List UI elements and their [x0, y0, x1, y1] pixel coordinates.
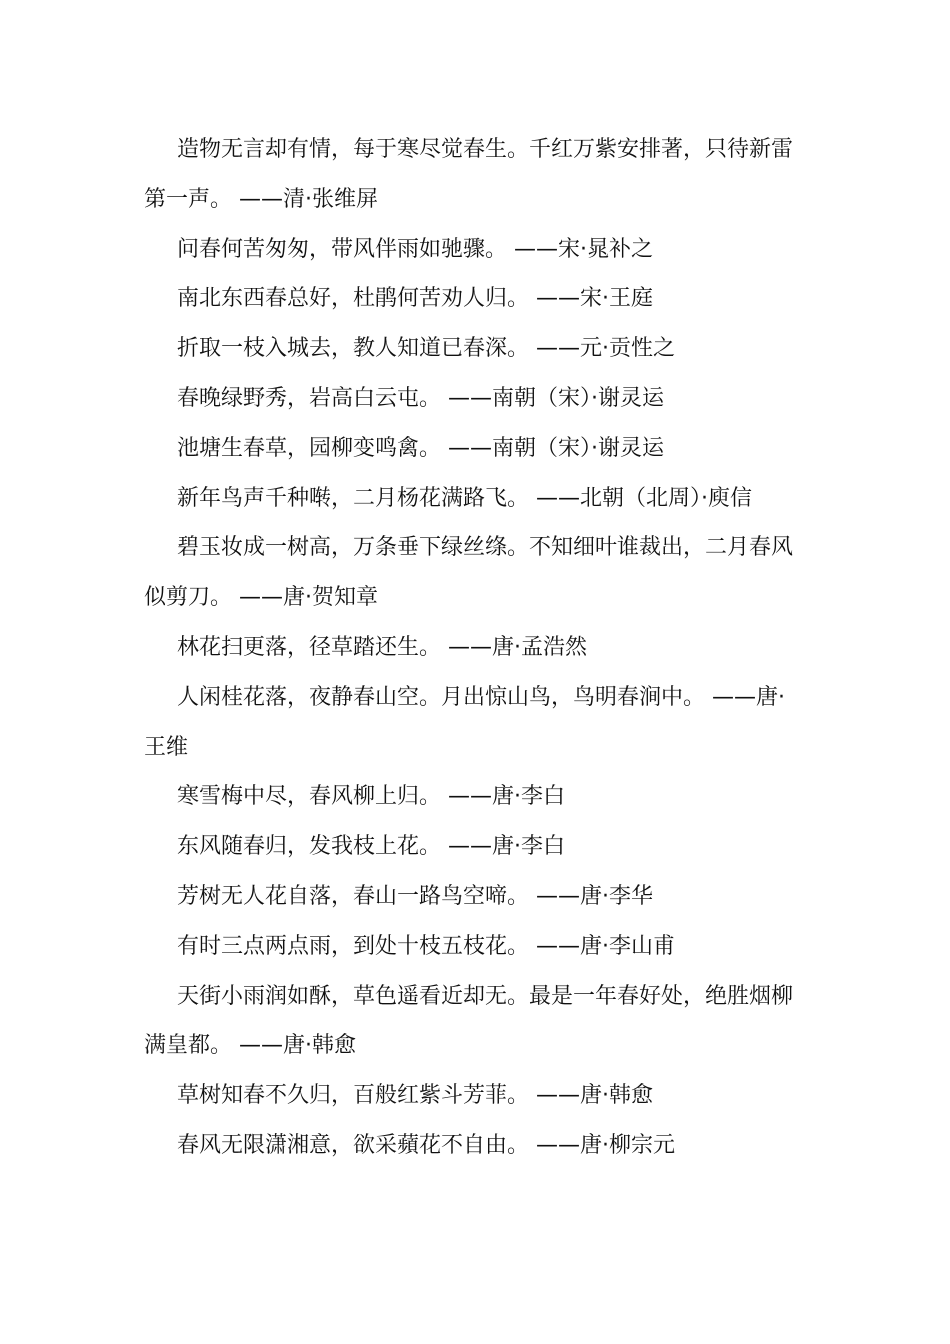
quote-paragraph: 人闲桂花落，夜静春山空。月出惊山鸟，鸟明春涧中。 ——唐·王维	[144, 684, 785, 760]
quote-paragraph: 草树知春不久归，百般红紫斗芳菲。 ——唐·韩愈	[177, 1083, 653, 1109]
quote-paragraph: 东风随春归，发我枝上花。 ——唐·李白	[177, 834, 565, 860]
quote-paragraph: 寒雪梅中尽，春风柳上归。 ——唐·李白	[177, 784, 565, 810]
quote-paragraph: 春风无限潇湘意，欲采蘋花不自由。 ——唐·柳宗元	[177, 1132, 675, 1158]
quote-paragraph: 新年鸟声千种啭，二月杨花满路飞。 ——北朝（北周）·庾信	[177, 485, 752, 511]
quote-paragraph: 问春何苦匆匆，带风伴雨如驰骤。 ——宋·晁补之	[177, 236, 653, 262]
quote-list	[144, 125, 806, 1171]
quote-paragraph: 池塘生春草，园柳变鸣禽。 ——南朝（宋）·谢灵运	[177, 435, 664, 461]
quote-paragraph: 芳树无人花自落，春山一路鸟空啼。 ——唐·李华	[177, 883, 653, 909]
quote-paragraph: 碧玉妆成一树高，万条垂下绿丝绦。不知细叶谁裁出，二月春风似剪刀。 ——唐·贺知章	[144, 535, 794, 611]
quote-paragraph: 春晚绿野秀，岩高白云屯。 ——南朝（宋）·谢灵运	[177, 385, 664, 411]
quote-paragraph: 天街小雨润如酥，草色遥看近却无。最是一年春好处，绝胜烟柳满皇都。 ——唐·韩愈	[144, 983, 794, 1059]
quote-paragraph: 南北东西春总好，杜鹃何苦劝人归。 ——宋·王庭	[177, 286, 653, 312]
quote-paragraph: 林花扫更落，径草踏还生。 ——唐·孟浩然	[177, 634, 587, 660]
quote-paragraph: 折取一枝入城去，教人知道已春深。 ——元·贡性之	[177, 336, 675, 362]
quote-paragraph: 有时三点两点雨，到处十枝五枝花。 ——唐·李山甫	[177, 933, 675, 959]
quote-paragraph: 造物无言却有情，每于寒尽觉春生。千红万紫安排著，只待新雷第一声。 ——清·张维屏	[144, 137, 794, 212]
